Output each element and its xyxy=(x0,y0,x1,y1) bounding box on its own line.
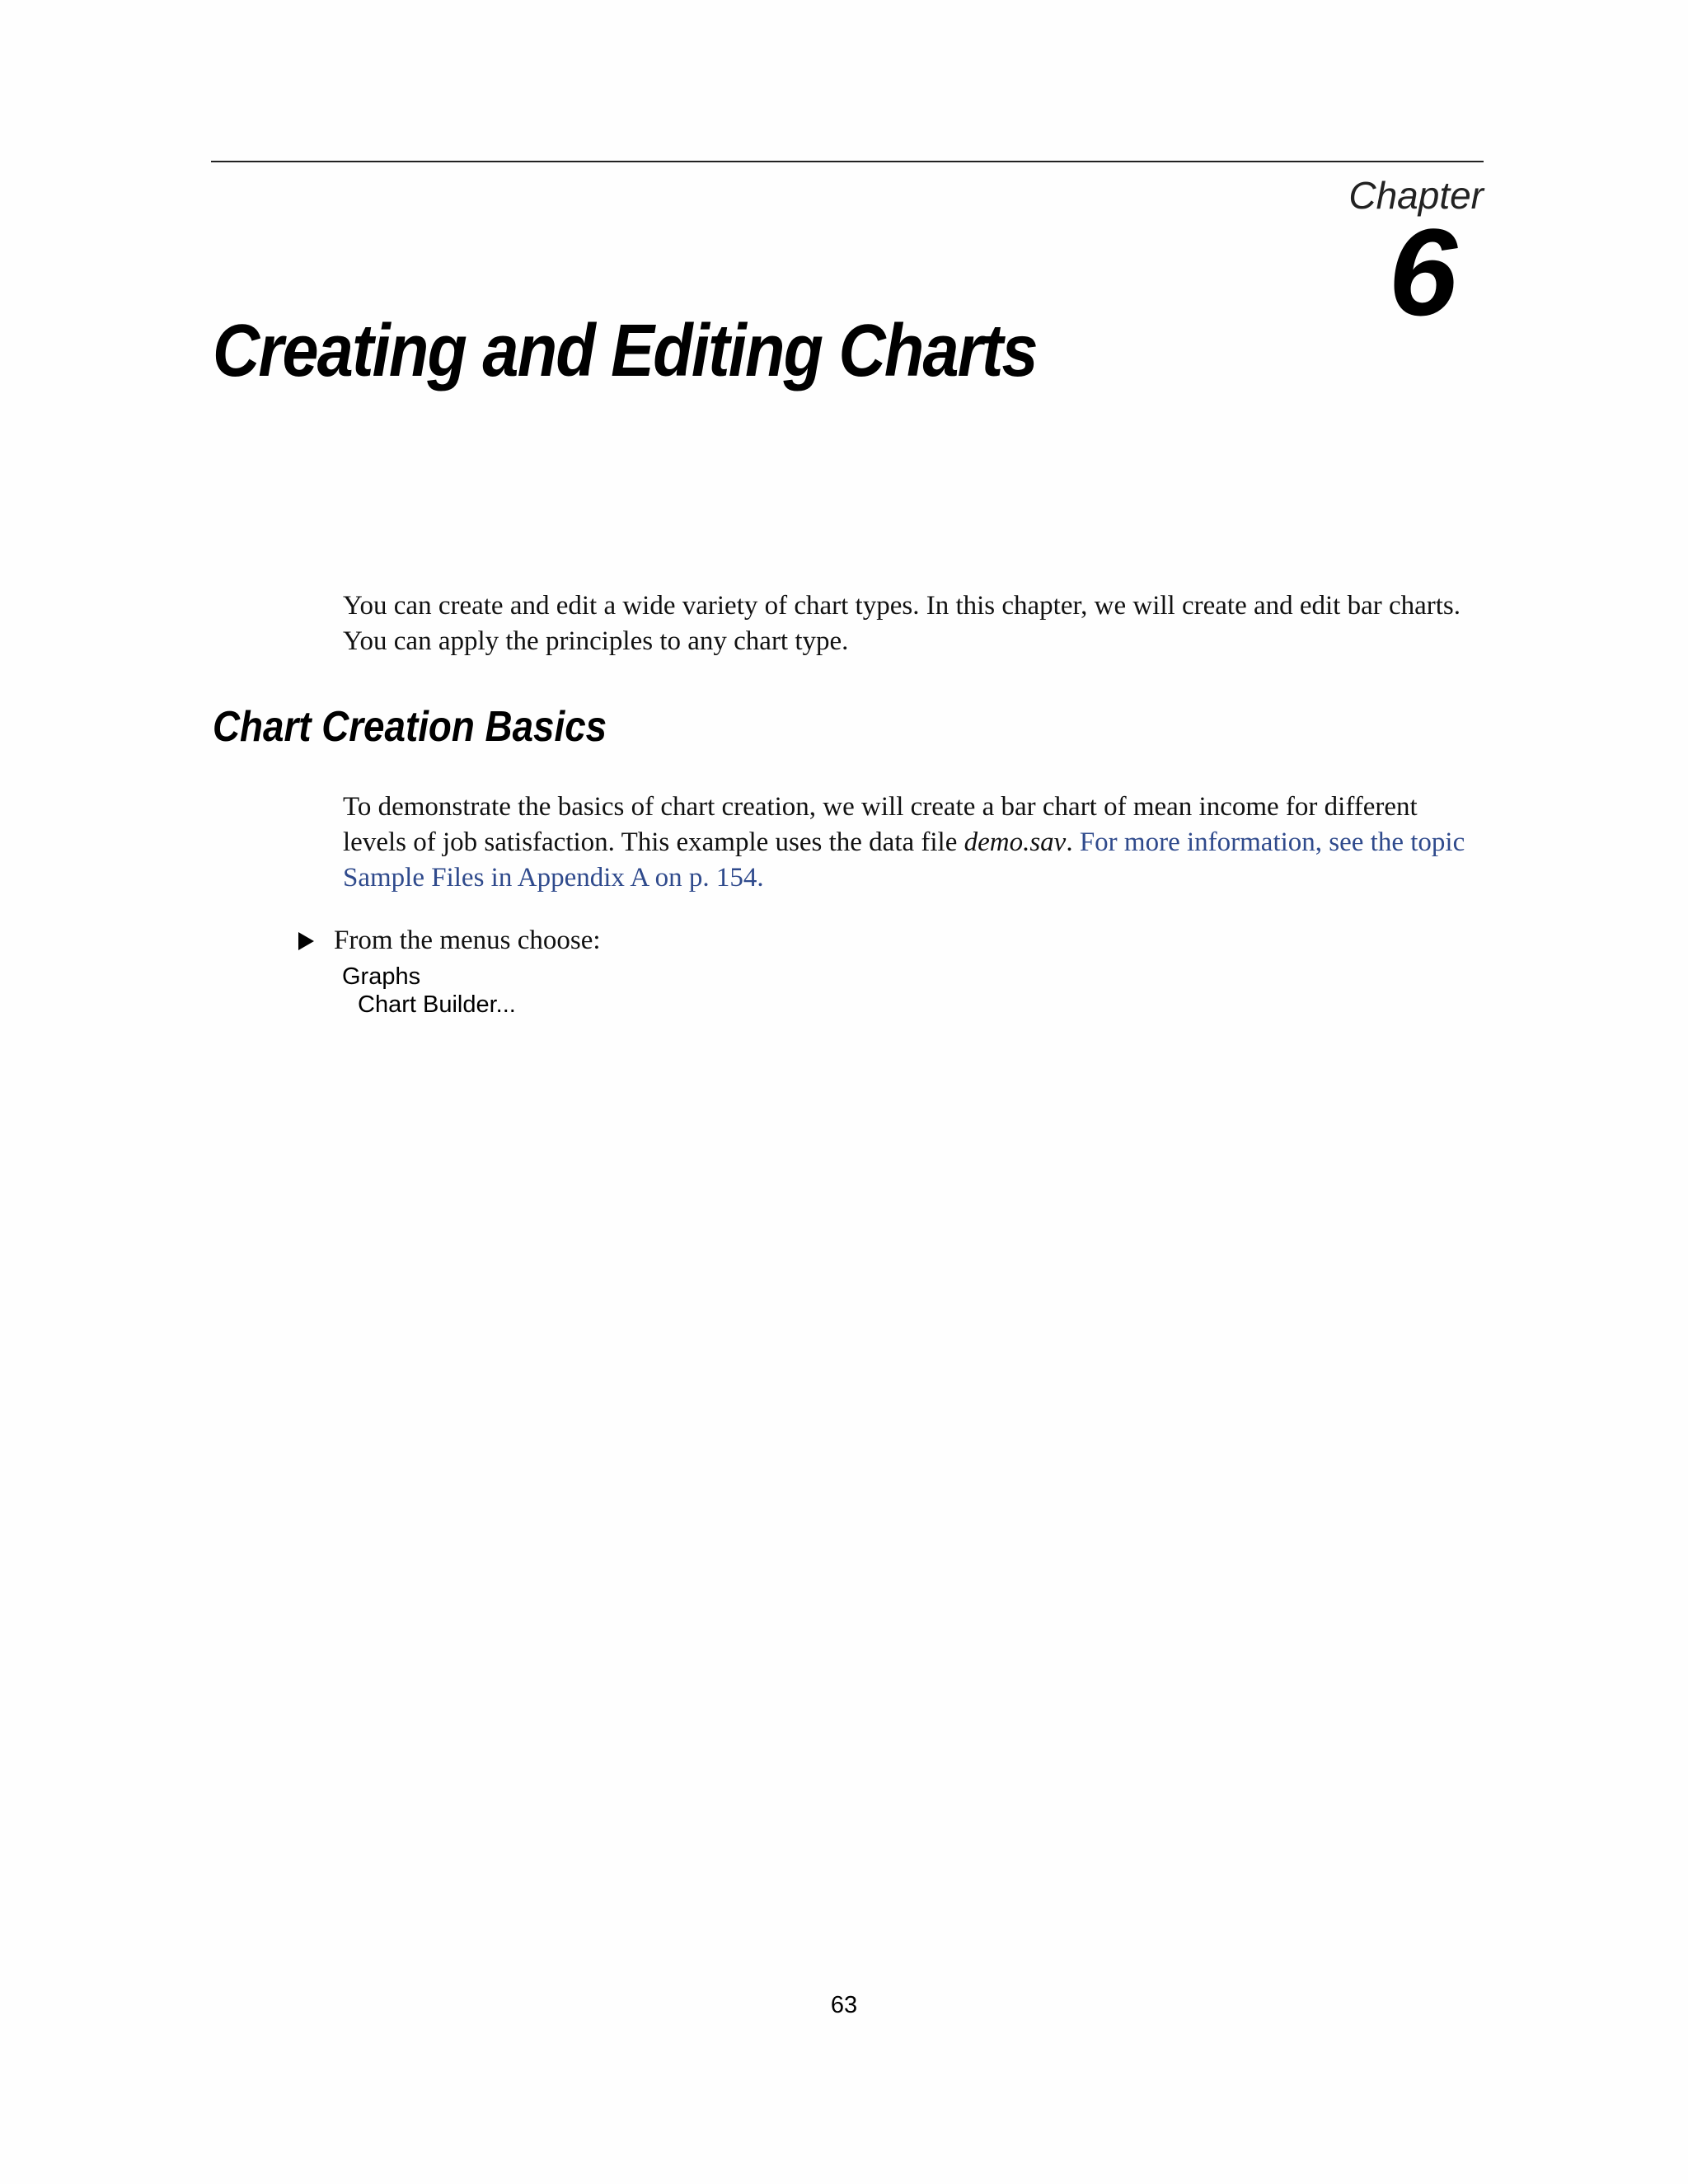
sample-files-link[interactable]: For more information, see the topic Sample Files in Appendix A on p. 154. xyxy=(343,827,1465,893)
menu-item-graphs: Graphs xyxy=(342,963,421,990)
page-number: 63 xyxy=(830,1992,858,2018)
paragraph-text-after: . xyxy=(1066,827,1080,857)
chapter-label: Chapter xyxy=(1348,174,1484,217)
step-text: From the menus choose: xyxy=(334,926,601,955)
menu-path xyxy=(342,963,516,1019)
paragraph-text-before: To demonstrate the basics of chart creation, we will create a bar chart of mean income for different levels of job satisfaction. This example uses the data file xyxy=(343,792,1418,857)
menu-item-chart-builder: Chart Builder... xyxy=(358,991,516,1018)
chapter-title: Creating and Editing Charts xyxy=(213,310,1037,392)
chapter-number: 6 xyxy=(1388,203,1457,341)
instruction-step xyxy=(298,923,601,958)
header-rule xyxy=(211,161,1484,162)
intro-paragraph: You can create and edit a wide variety of chart types. In this chapter, we will create and edit bar charts. You can apply the principles to any chart type. xyxy=(343,591,1461,656)
section-title: Chart Creation Basics xyxy=(213,703,607,751)
section-paragraph xyxy=(343,790,1484,896)
data-file-name: demo.sav xyxy=(964,827,1067,857)
play-triangle-icon xyxy=(298,932,314,950)
